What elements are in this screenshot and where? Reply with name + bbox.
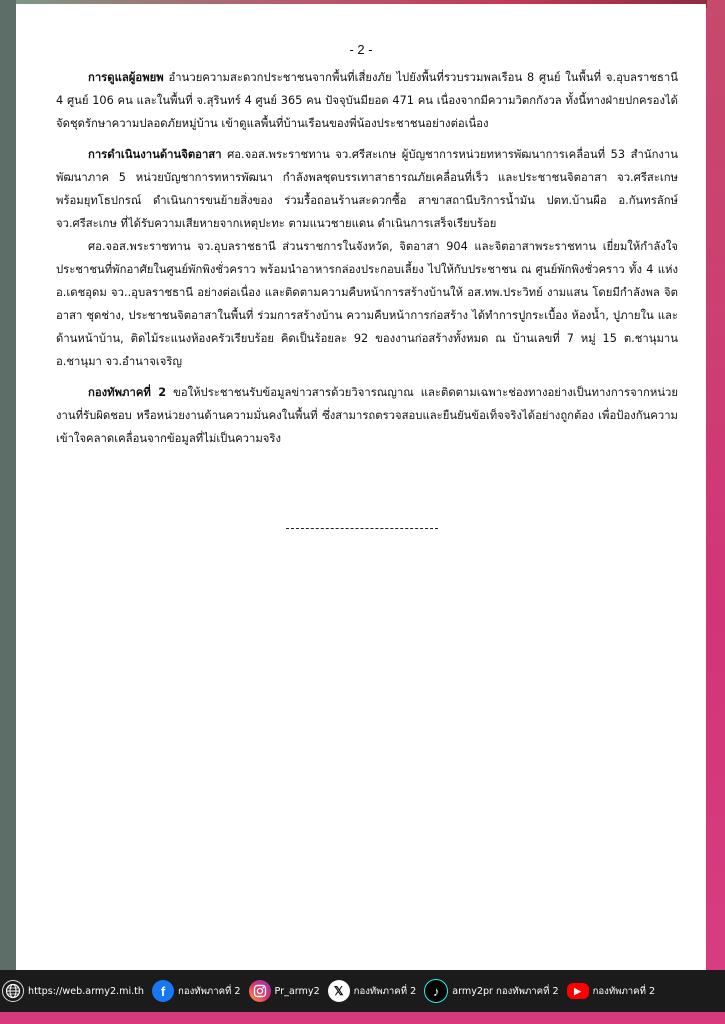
page-number: - 2 -: [349, 42, 373, 57]
instagram-icon: [249, 980, 271, 1002]
paragraph-heading: การดูแลผู้อพยพ: [88, 71, 164, 84]
footer-website-link[interactable]: [2, 980, 144, 1002]
x-icon: 𝕏: [328, 980, 350, 1002]
facebook-icon: f: [152, 980, 174, 1002]
paragraph-text: ศอ.จอส.พระราชทาน จว.ศรีสะเกษ ผู้บัญชาการหน่วยทหารพัฒนาการเคลื่อนที่ 53 สำนักงานพัฒนาภาค 5 หน่วยบัญชาการทหารพัฒนา กำลังพลชุดบรรเทาสาธารณภัยเคลื่อนที่เร็ว และประชาชนจิตอาสา จว.ศรีสะเกษ พร้อมยุทโธปกรณ์ ดำเนินการขนย้ายสิ่งของ ร่วมรื้อถอนร้านสะดวกซื้อ สาขาสถานีบริการน้ำมัน ปตท.บ้านผือ อ.กันทรลักษ์ จว.ศรีสะเกษ ที่ได้รับความเสียหายจากเหตุปะทะ ตามแนวชายแดน ดำเนินการเสร็จเรียบร้อย: [56, 148, 678, 230]
paragraph-heading: กองทัพภาคที่ 2: [88, 386, 167, 399]
footer-facebook-link[interactable]: [152, 980, 241, 1002]
paragraph-volunteer-work: [56, 143, 678, 235]
x-label: กองทัพภาคที่ 2: [353, 985, 417, 997]
paragraph-ubon-volunteers: [56, 235, 678, 373]
globe-icon-graphic: [5, 983, 21, 999]
bottom-decoration: [0, 1012, 725, 1024]
paragraph-text: ศอ.จอส.พระราชทาน จว.อุบลราชธานี ส่วนราชการในจังหวัด, จิตอาสา 904 และจิตอาสาพระราชทาน เยี่ยมให้กำลังใจประชาชนที่พักอาศัยในศูนย์พักพิงชั่วคราว พร้อมนำอาหารกล่องประกอบเลี้ยง ไปให้กับประชาชน ณ ศูนย์พักพิงชั่วคราว ทั้ง 4 แห่ง อ.เดชอุดม จว..อุบลราชธานี อย่างต่อเนื่อง และติดตามความคืบหน้าการสร้างบ้านให้ อส.ทพ.ประวิทย์ งามแสน โดยมีกำลังพล จิตอาสา ชุดช่าง, ประชาชนจิตอาสาในพื้นที่ ร่วมการสร้างบ้าน ความคืบหน้าการก่อสร้าง ได้ทำการปูกระเบื้อง ห้องน้ำ, ปูภายใน และด้านหน้าบ้าน, ติดไม้ระแนงห้องครัวเรียบร้อย คิดเป็นร้อยละ 92 ของงานก่อสร้างทั้งหมด ณ บ้านเลขที่ 7 หมู่ 15 ต.ชานุมาน อ.ชานุมา จว.อำนาจเจริญ: [56, 240, 678, 368]
side-banner: [0, 0, 16, 970]
footer-youtube-link[interactable]: [567, 983, 656, 999]
footer-tiktok-link[interactable]: [424, 979, 558, 1003]
instagram-icon-graphic: [253, 984, 267, 998]
youtube-label: กองทัพภาคที่ 2: [592, 985, 656, 997]
paragraph-text: ขอให้ประชาชนรับข้อมูลข่าวสารด้วยวิจารณญาณ และติดตามเฉพาะช่องทางอย่างเป็นทางการจากหน่วยงานที่รับผิดชอบ หรือหน่วยงานด้านความมั่นคงในพื้นที่ ซึ่งสามารถตรวจสอบและยืนยันข้อเท็จจริงได้อย่างถูกต้อง เพื่อป้องกันความเข้าใจคลาดเคลื่อนจากข้อมูลที่ไม่เป็นความจริง: [56, 386, 678, 445]
paragraph-text: อำนวยความสะดวกประชาชนจากพื้นที่เสี่ยงภัย ไปยังพื้นที่รวบรวมพลเรือน 8 ศูนย์ ในพื้นที่ จ.อุบลราชธานี 4 ศูนย์ 106 คน และในพื้นที่ จ.สุรินทร์ 4 ศูนย์ 365 คน ปัจจุบันมียอด 471 คน เนื่องจากมีความวิตกกังวล ทั้งนี้ทางฝ่ายปกครองได้จัดชุดรักษาความปลอดภัยหมู่บ้าน เข้าดูแลพื้นที่บ้านเรือนของพี่น้องประชาชนอย่างต่อเนื่อง: [56, 71, 678, 130]
paragraph-army-notice: [56, 381, 678, 450]
footer-instagram-link[interactable]: [249, 980, 320, 1002]
document-body: [56, 66, 678, 458]
footer-x-link[interactable]: [328, 980, 417, 1002]
document-page: [16, 4, 706, 970]
tiktok-label: army2pr กองทัพภาคที่ 2: [452, 985, 559, 997]
end-divider: [286, 528, 438, 529]
instagram-label: Pr_army2: [274, 985, 320, 997]
right-edge-decoration: [707, 0, 725, 1024]
youtube-icon: ▶: [567, 983, 589, 999]
paragraph-heading: การดำเนินงานด้านจิตอาสา: [88, 148, 222, 161]
footer-bar: [0, 970, 725, 1012]
tiktok-icon: ♪: [424, 979, 448, 1003]
paragraph-evacuee-care: [56, 66, 678, 135]
website-label: https://web.army2.mi.th: [28, 985, 145, 997]
globe-icon: [2, 980, 24, 1002]
facebook-label: กองทัพภาคที่ 2: [178, 985, 241, 997]
